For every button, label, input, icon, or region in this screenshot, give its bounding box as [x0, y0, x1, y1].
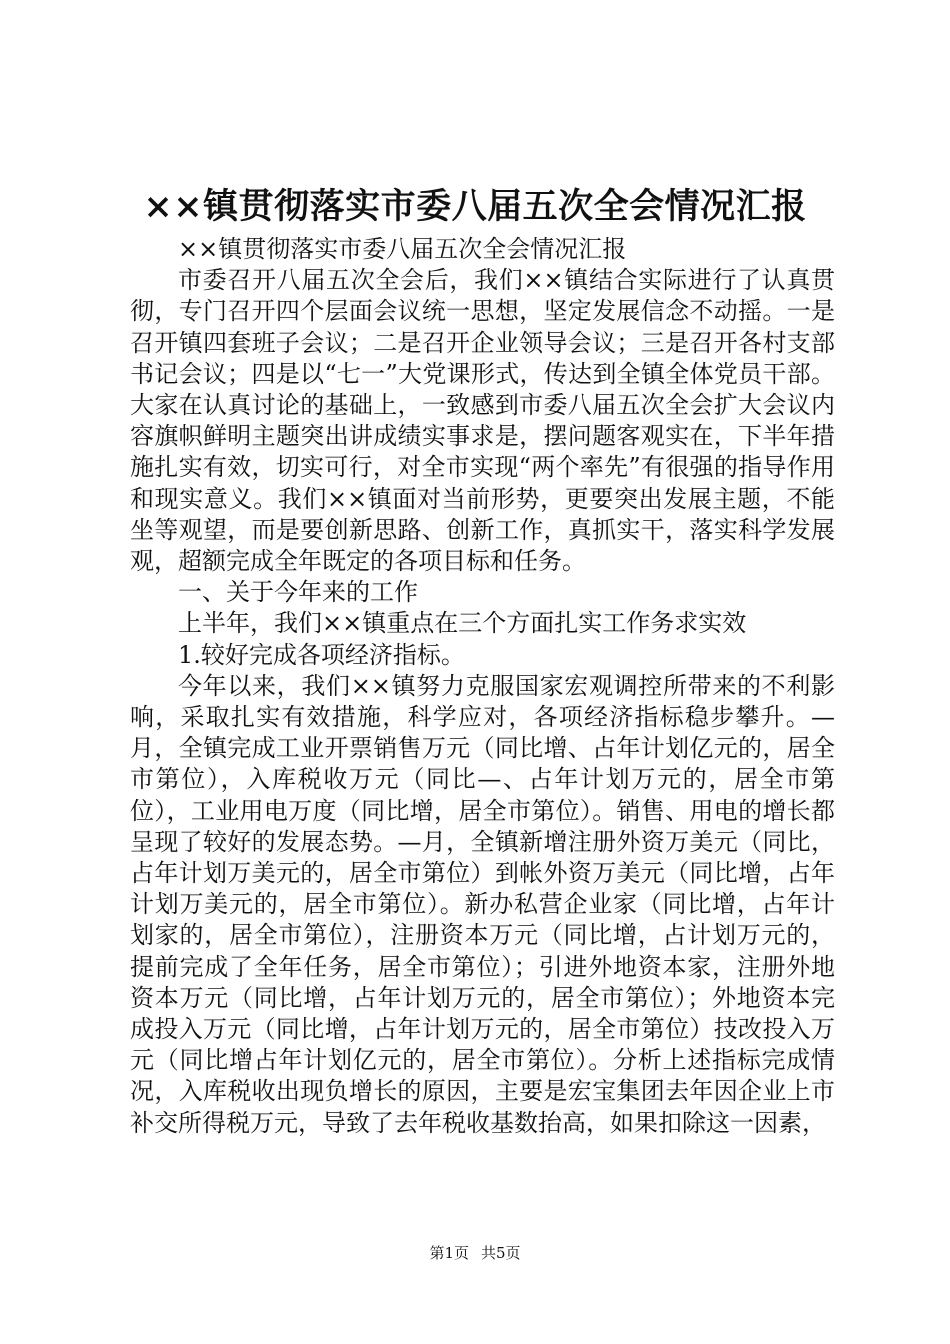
document-body	[130, 234, 835, 1139]
subtitle-paragraph: ××镇贯彻落实市委八届五次全会情况汇报	[178, 235, 627, 263]
page-number: 第1页	[429, 1244, 469, 1262]
page-total: 共5页	[481, 1244, 521, 1262]
intro-paragraph: 市委召开八届五次全会后，我们××镇结合实际进行了认真贯彻，专门召开四个层面会议统一思想，坚定发展信念不动摇。一是召开镇四套班子会议；二是召开企业领导会议；三是召开各村支部书记会议；四是以“七一”大党课形式，传达到全镇全体党员干部。大家在认真讨论的基础上，一致感到市委八届五次全会扩大会议内容旗帜鲜明主题突出讲成绩实事求是，摆问题客观实在，下半年措施扎实有效，切实可行，对全市实现“两个率先”有很强的指导作用和现实意义。我们××镇面对当前形势，更要突出发展主题，不能坐等观望，而是要创新思路、创新工作，真抓实干，落实科学发展观，超额完成全年既定的各项目标和任务。	[130, 266, 835, 576]
page-footer	[0, 1243, 950, 1263]
section-heading: 一、关于今年来的工作	[178, 578, 418, 607]
economic-indicators-paragraph: 今年以来，我们××镇努力克服国家宏观调控所带来的不利影响，采取扎实有效措施，科学应对，各项经济指标稳步攀升。—月，全镇完成工业开票销售万元（同比增、占年计划亿元的，居全市第位），入库税收万元（同比—、占年计划万元的，居全市第位），工业用电万度（同比增，居全市第位）。销售、用电的增长都呈现了较好的发展态势。—月，全镇新增注册外资万美元（同比，占年计划万美元的，居全市第位）到帐外资万美元（同比增，占年计划万美元的，居全市第位）。新办私营企业家（同比增，占年计划家的，居全市第位），注册资本万元（同比增，占计划万元的，提前完成了全年任务，居全市第位）；引进外地资本家，注册外地资本万元（同比增，占年计划万元的，居全市第位）；外地资本完成投入万元（同比增，占年计划万元的，居全市第位）技改投入万元（同比增占年计划亿元的，居全市第位）。分析上述指标完成情况，入库税收出现负增长的原因，主要是宏宝集团去年因企业上市补交所得税万元，导致了去年税收基数抬高，如果扣除这一因素，	[130, 671, 835, 1137]
document-title: ××镇贯彻落实市委八届五次全会情况汇报	[143, 186, 807, 227]
section-summary: 上半年，我们××镇重点在三个方面扎实工作务求实效	[178, 609, 747, 638]
subsection-heading: 1.较好完成各项经济指标。	[178, 640, 465, 669]
